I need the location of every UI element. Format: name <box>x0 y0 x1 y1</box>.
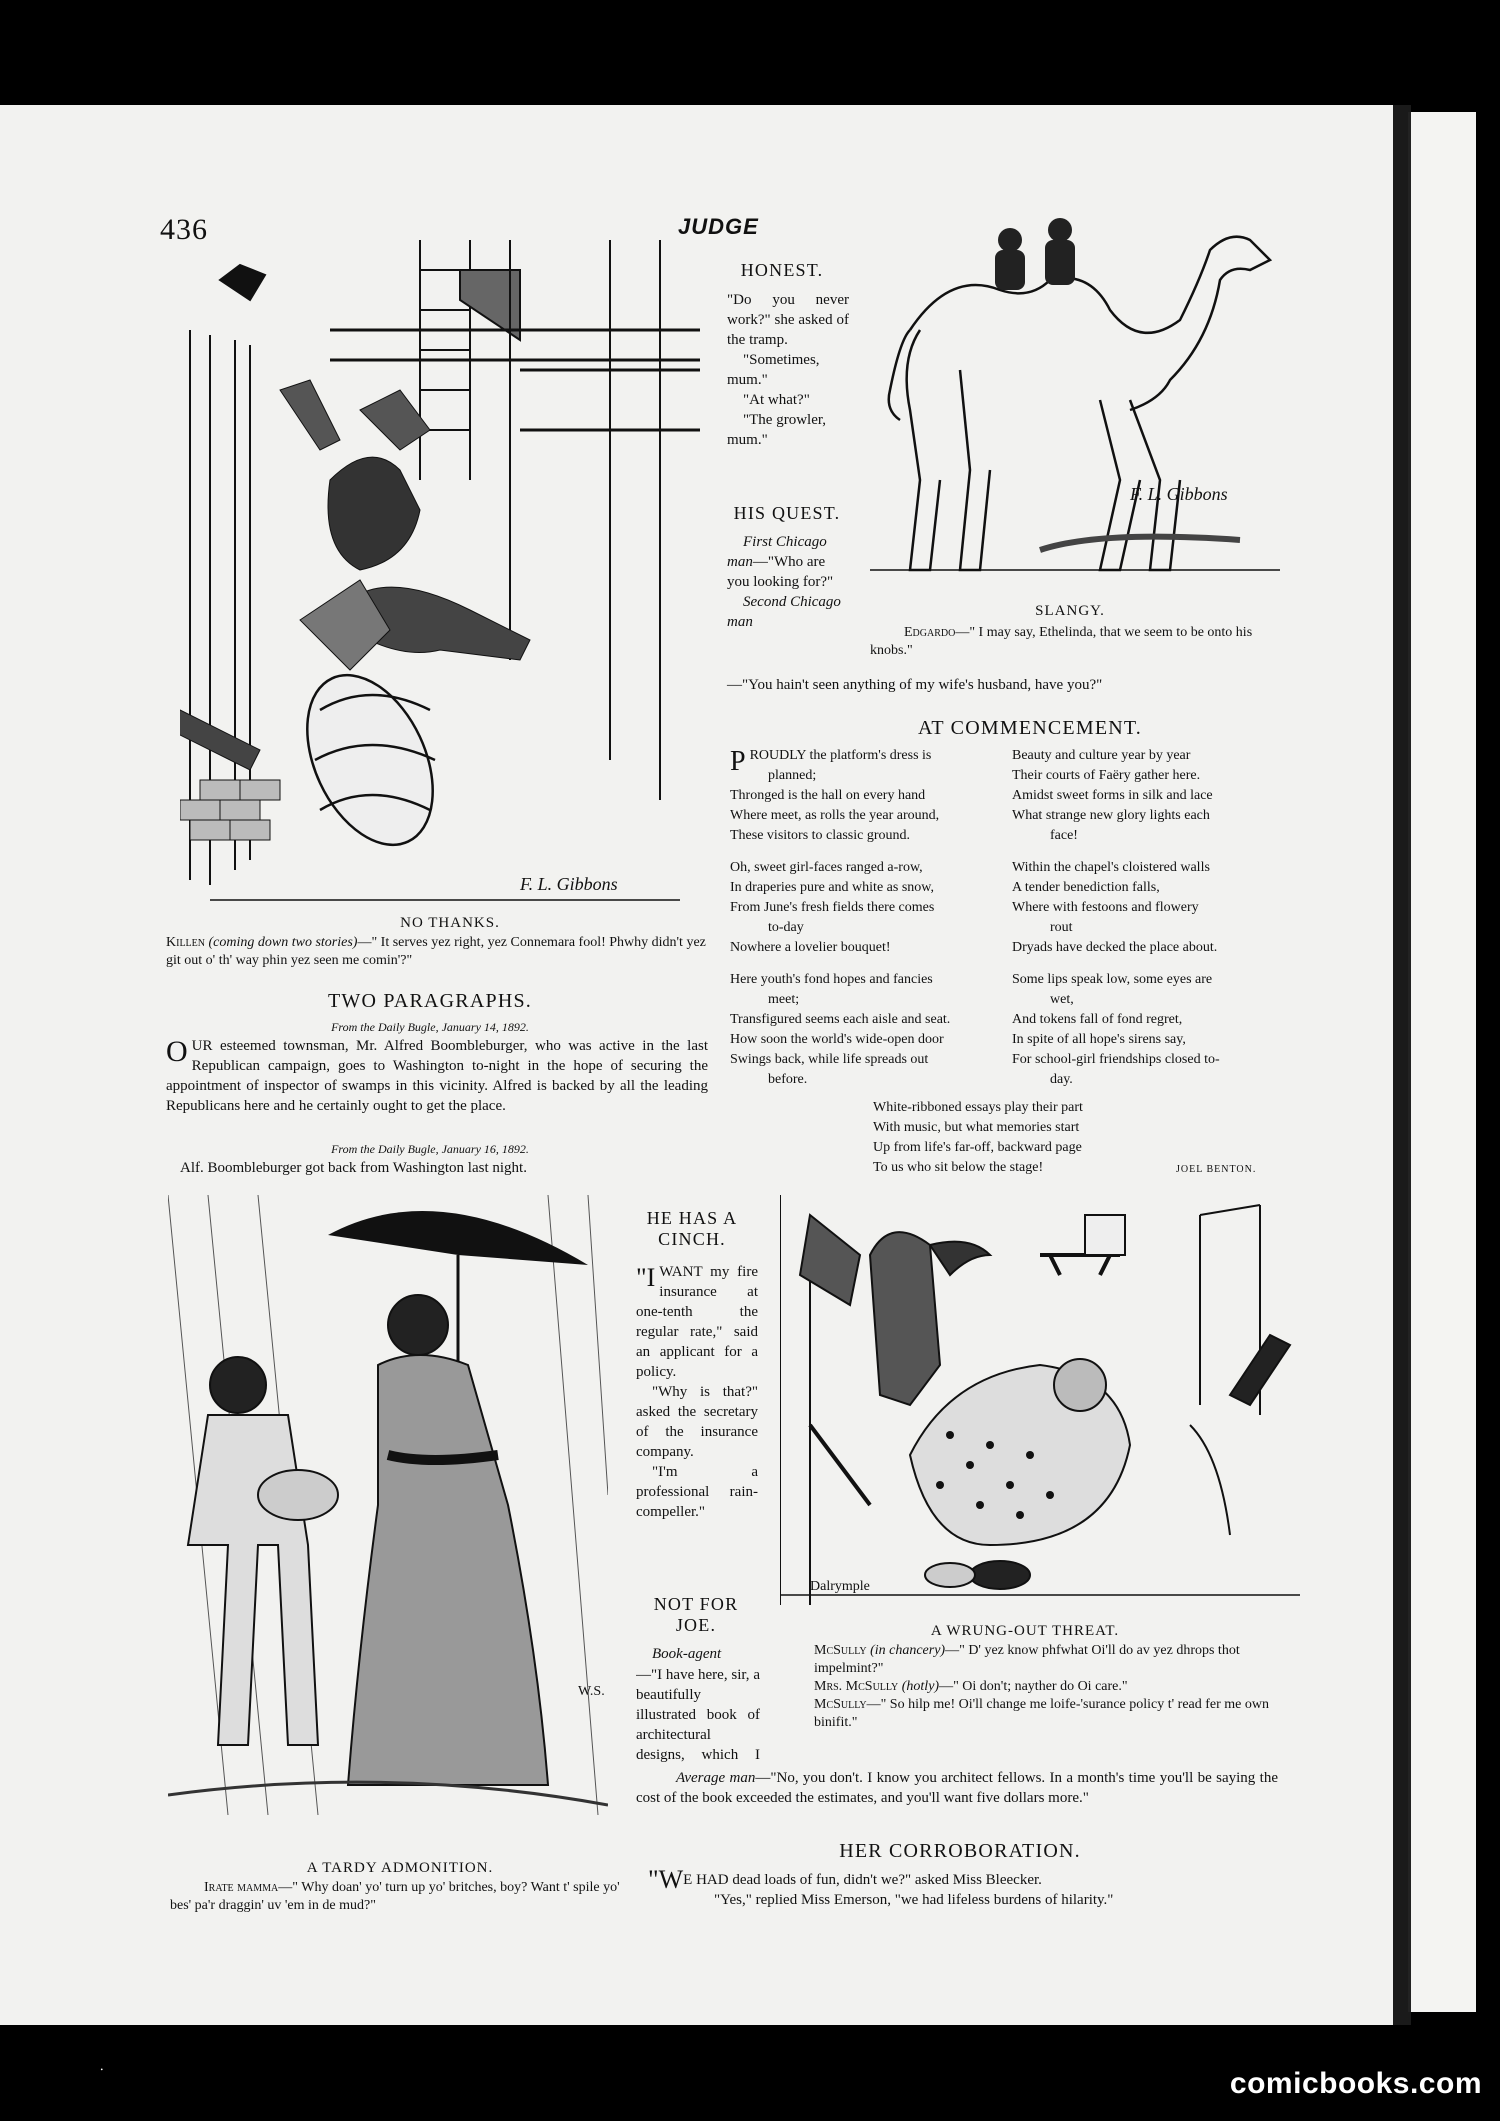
poem-line: ROUDLY the platform's dress is <box>749 748 932 763</box>
poem-line: White-ribboned essays play their part <box>873 1100 1083 1115</box>
poem-line: In spite of all hope's sirens say, <box>1012 1032 1186 1047</box>
paragraph-2: Alf. Boombleburger got back from Washington last night. <box>180 1160 527 1176</box>
poem-line: to-day <box>768 920 804 935</box>
speaker: Irate mamma <box>204 1880 279 1895</box>
dialogue: —"No, you don't. I know you architect fellows. In a month's time you'll be saying the cost of the book exceeded the estimates, and you'll want five dollars more." <box>636 1770 1279 1806</box>
poem-line: Dryads have decked the place about. <box>1012 940 1218 955</box>
poem-line: How soon the world's wide-open door <box>730 1032 944 1047</box>
poem-line: With music, but what memories start <box>873 1120 1080 1135</box>
poem-right-column <box>1012 746 1277 1102</box>
poem-line: These visitors to classic ground. <box>730 828 911 843</box>
poem-line: day. <box>1050 1072 1073 1087</box>
tardy-title: A TARDY ADMONITION. <box>306 1860 494 1876</box>
poem-stanza <box>1012 858 1277 958</box>
watermark: comicbooks.com <box>1229 2067 1482 2100</box>
not-for-joe-text <box>636 1644 760 1664</box>
cinch-title: HE HAS A CINCH. <box>646 1208 738 1249</box>
not-for-joe-line1: —"I have here, sir, a beautifully illustrated book of architectural designs, which I <box>636 1667 760 1763</box>
poem-stanza <box>730 746 1000 846</box>
poem-line: Swings back, while life spreads out <box>730 1052 929 1067</box>
speaker: Killen <box>166 935 205 950</box>
speaker: First Chicago man <box>727 534 827 570</box>
speaker: McSully <box>814 1643 867 1658</box>
speaker: Second Chicago man <box>727 594 841 630</box>
stage-direction: (in chancery) <box>870 1643 946 1658</box>
stage-direction: (coming down two stories) <box>208 935 358 950</box>
poem-line: For school-girl friendships closed to- <box>1012 1052 1220 1067</box>
paragraph-1 <box>166 1036 708 1116</box>
masthead: JUDGE <box>678 214 759 239</box>
honest-title: HONEST. <box>740 260 824 280</box>
poem-line: What strange new glory lights each <box>1012 808 1210 823</box>
tardy-admonition-illustration <box>168 1195 608 1815</box>
poem-line: In draperies pure and white as snow, <box>730 880 934 895</box>
no-thanks-title: NO THANKS. <box>400 915 500 931</box>
poem-line: Some lips speak low, some eyes are <box>1012 972 1213 987</box>
slangy-caption <box>870 624 1280 660</box>
poem-author: JOEL BENTON. <box>1176 1164 1257 1175</box>
wrung-out-caption <box>780 1642 1280 1732</box>
svg-text:Dalrymple: Dalrymple <box>810 1579 870 1594</box>
honest-line: "The growler, mum." <box>727 412 826 448</box>
not-for-joe-line2 <box>636 1768 1278 1808</box>
poem-line: Their courts of Faëry gather here. <box>1012 768 1201 783</box>
dialogue: —" Why doan' yo' turn up yo' britches, boy? Want t' spile yo' bes' pa'r draggin' uv 'em in de mud?" <box>170 1880 620 1913</box>
dialogue: "Yes," replied Miss Emerson, "we had lifeless burdens of hilarity." <box>714 1892 1114 1908</box>
corroboration-title: HER CORROBORATION. <box>839 1840 1081 1862</box>
poem-line: Oh, sweet girl-faces ranged a-row, <box>730 860 923 875</box>
source-line-1: From the Daily Bugle, January 14, 1892. <box>331 1020 529 1034</box>
poem-line: rout <box>1050 920 1073 935</box>
his-quest-continued: —"You hain't seen anything of my wife's husband, have you?" <box>727 677 1103 693</box>
dialogue: —" So hilp me! Oi'll change me loife-'surance policy t' read fer me own binifit." <box>814 1697 1270 1730</box>
dialogue: —" I may say, Ethelinda, that we seem to be onto his knobs." <box>870 625 1253 658</box>
poem-line: From June's fresh fields there comes <box>730 900 935 915</box>
commencement-title: AT COMMENCEMENT. <box>917 717 1143 739</box>
poem-line: Thronged is the hall on every hand <box>730 788 926 803</box>
tardy-caption <box>170 1879 630 1915</box>
dialogue: —" It serves yez right, yez Connemara fool! Phwhy didn't yez git out o' th' way phin yez seen me comin'?" <box>166 935 706 968</box>
poem-left-column <box>730 746 1000 1102</box>
poem-line: before. <box>768 1072 808 1087</box>
drop-cap: "W <box>648 1865 684 1894</box>
drop-cap: "I <box>636 1263 656 1292</box>
cinch-paragraph: "I'm a professional rain-compeller." <box>636 1464 758 1520</box>
speaker: McSully <box>814 1697 867 1712</box>
poem-line: Amidst sweet forms in silk and lace <box>1012 788 1213 803</box>
two-paragraphs-title: TWO PARAGRAPHS. <box>328 990 532 1012</box>
not-for-joe-title: NOT FOR JOE. <box>653 1594 739 1635</box>
paragraph-1-text: UR esteemed townsman, Mr. Alfred Boombleburger, who was active in the last Republican campaign, goes to Washington to-night in the hope of securing the appointment of inspector of swamps in this vicinity. Alfred is backed by all the leading Republicans here and he certainly ought to get the place. <box>166 1038 708 1114</box>
speaker: Edgardo <box>904 625 956 640</box>
svg-text:F. L. Gibbons: F. L. Gibbons <box>520 874 618 894</box>
speaker: Mrs. McSully <box>814 1679 899 1694</box>
slangy-illustration <box>860 210 1290 600</box>
scan-mark: ∙ <box>100 2063 104 2078</box>
his-quest-text <box>727 532 849 632</box>
no-thanks-caption <box>166 934 706 970</box>
his-quest-title: HIS QUEST. <box>733 503 841 523</box>
honest-line: "Sometimes, mum." <box>727 352 820 388</box>
poem-line: face! <box>1050 828 1078 843</box>
poem-line: Where meet, as rolls the year around, <box>730 808 940 823</box>
poem-line: And tokens fall of fond regret, <box>1012 1012 1183 1027</box>
poem-line: planned; <box>768 768 817 783</box>
cinch-paragraph: "Why is that?" asked the secretary of the insurance company. <box>636 1384 758 1460</box>
page-number: 436 <box>160 213 208 246</box>
stage-direction: (hotly) <box>901 1679 940 1694</box>
svg-text:W.S.: W.S. <box>578 1684 605 1699</box>
drop-cap: O <box>166 1035 188 1068</box>
poem-line: meet; <box>768 992 800 1007</box>
dialogue: E HAD dead loads of fun, didn't we?" asked Miss Bleecker. <box>683 1872 1042 1888</box>
poem-line: Here youth's fond hopes and fancies <box>730 972 933 987</box>
facing-page-edge <box>1408 112 1476 2012</box>
dialogue: —" D' yez know phfwhat Oi'll do av yez dhrops thot impelmint?" <box>814 1643 1240 1676</box>
cinch-text <box>636 1262 758 1522</box>
poem-final-stanza <box>873 1098 1153 1178</box>
wrung-out-illustration <box>780 1195 1300 1615</box>
poem-line: A tender benediction falls, <box>1012 880 1160 895</box>
honest-line: "At what?" <box>743 392 810 408</box>
poem-stanza <box>1012 970 1277 1090</box>
poem-line: To us who sit below the stage! <box>873 1160 1044 1175</box>
poem-stanza <box>730 970 1000 1090</box>
slangy-title: SLANGY. <box>1035 603 1105 619</box>
svg-text:F. L. Gibbons: F. L. Gibbons <box>1130 484 1228 504</box>
speaker: Book-agent <box>652 1646 722 1662</box>
no-thanks-illustration <box>180 240 700 910</box>
poem-line: Beauty and culture year by year <box>1012 748 1191 763</box>
poem-line: Transfigured seems each aisle and seat. <box>730 1012 951 1027</box>
wrung-out-title: A WRUNG-OUT THREAT. <box>930 1623 1120 1639</box>
poem-line: Nowhere a lovelier bouquet! <box>730 940 891 955</box>
honest-text <box>727 290 849 450</box>
poem-line: wet, <box>1050 992 1074 1007</box>
dialogue: —" Oi don't; nayther do Oi care." <box>939 1679 1128 1694</box>
cinch-paragraph: WANT my fire insurance at one-tenth the regular rate," said an applicant for a policy. <box>636 1264 758 1380</box>
poem-line: Within the chapel's cloistered walls <box>1012 860 1210 875</box>
drop-cap: P <box>730 746 746 777</box>
poem-stanza <box>1012 746 1277 846</box>
dialogue: —"Who are you looking for?" <box>727 554 834 590</box>
corroboration-text <box>648 1865 1288 1910</box>
poem-stanza <box>730 858 1000 958</box>
honest-line: "Do you never work?" she asked of the tramp. <box>727 292 849 348</box>
poem-line: Where with festoons and flowery <box>1012 900 1199 915</box>
source-line-2: From the Daily Bugle, January 16, 1892. <box>331 1142 529 1156</box>
poem-line: Up from life's far-off, backward page <box>873 1140 1082 1155</box>
speaker: Average man <box>676 1770 756 1786</box>
